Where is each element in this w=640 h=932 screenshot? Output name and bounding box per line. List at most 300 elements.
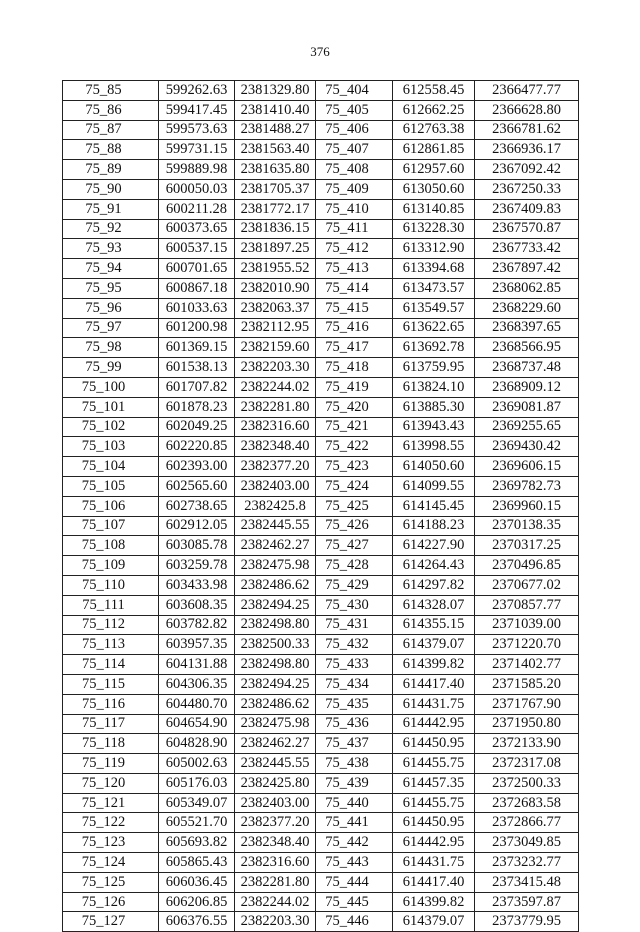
- y-coordinate-cell: 2381705.37: [235, 179, 316, 199]
- x-coordinate-cell: 614450.95: [393, 813, 475, 833]
- point-id-cell: 75_112: [63, 615, 159, 635]
- point-id-cell: 75_420: [316, 397, 393, 417]
- point-id-cell: 75_428: [316, 556, 393, 576]
- point-id-cell: 75_94: [63, 259, 159, 279]
- x-coordinate-cell: 605521.70: [159, 813, 235, 833]
- y-coordinate-cell: 2382486.62: [235, 694, 316, 714]
- table-row: [63, 655, 579, 675]
- x-coordinate-cell: 600537.15: [159, 239, 235, 259]
- table-row: [63, 179, 579, 199]
- y-coordinate-cell: 2382316.60: [235, 417, 316, 437]
- x-coordinate-cell: 599417.45: [159, 100, 235, 120]
- x-coordinate-cell: 600050.03: [159, 179, 235, 199]
- point-id-cell: 75_438: [316, 754, 393, 774]
- table-row: [63, 635, 579, 655]
- y-coordinate-cell: 2368062.85: [475, 278, 579, 298]
- x-coordinate-cell: 603608.35: [159, 595, 235, 615]
- x-coordinate-cell: 613549.57: [393, 298, 475, 318]
- y-coordinate-cell: 2369782.73: [475, 476, 579, 496]
- y-coordinate-cell: 2382500.33: [235, 635, 316, 655]
- x-coordinate-cell: 601538.13: [159, 358, 235, 378]
- x-coordinate-cell: 614328.07: [393, 595, 475, 615]
- x-coordinate-cell: 599262.63: [159, 81, 235, 101]
- y-coordinate-cell: 2382425.80: [235, 773, 316, 793]
- y-coordinate-cell: 2373415.48: [475, 872, 579, 892]
- point-id-cell: 75_425: [316, 496, 393, 516]
- table-row: [63, 457, 579, 477]
- point-id-cell: 75_408: [316, 160, 393, 180]
- y-coordinate-cell: 2372317.08: [475, 754, 579, 774]
- point-id-cell: 75_440: [316, 793, 393, 813]
- table-row: [63, 437, 579, 457]
- table-row: [63, 813, 579, 833]
- point-id-cell: 75_118: [63, 734, 159, 754]
- point-id-cell: 75_121: [63, 793, 159, 813]
- y-coordinate-cell: 2367733.42: [475, 239, 579, 259]
- y-coordinate-cell: 2382348.40: [235, 833, 316, 853]
- table-row: [63, 120, 579, 140]
- point-id-cell: 75_108: [63, 536, 159, 556]
- point-id-cell: 75_86: [63, 100, 159, 120]
- y-coordinate-cell: 2369081.87: [475, 397, 579, 417]
- y-coordinate-cell: 2381772.17: [235, 199, 316, 219]
- point-id-cell: 75_413: [316, 259, 393, 279]
- y-coordinate-cell: 2382403.00: [235, 476, 316, 496]
- point-id-cell: 75_410: [316, 199, 393, 219]
- point-id-cell: 75_414: [316, 278, 393, 298]
- y-coordinate-cell: 2368737.48: [475, 358, 579, 378]
- point-id-cell: 75_417: [316, 338, 393, 358]
- x-coordinate-cell: 612763.38: [393, 120, 475, 140]
- point-id-cell: 75_101: [63, 397, 159, 417]
- table-row: [63, 239, 579, 259]
- point-id-cell: 75_433: [316, 655, 393, 675]
- x-coordinate-cell: 614227.90: [393, 536, 475, 556]
- x-coordinate-cell: 614145.45: [393, 496, 475, 516]
- y-coordinate-cell: 2382203.30: [235, 912, 316, 932]
- y-coordinate-cell: 2371402.77: [475, 655, 579, 675]
- point-id-cell: 75_115: [63, 674, 159, 694]
- x-coordinate-cell: 613824.10: [393, 377, 475, 397]
- x-coordinate-cell: 605176.03: [159, 773, 235, 793]
- point-id-cell: 75_436: [316, 714, 393, 734]
- point-id-cell: 75_443: [316, 853, 393, 873]
- x-coordinate-cell: 613692.78: [393, 338, 475, 358]
- point-id-cell: 75_95: [63, 278, 159, 298]
- y-coordinate-cell: 2372683.58: [475, 793, 579, 813]
- x-coordinate-cell: 604828.90: [159, 734, 235, 754]
- table-row: [63, 754, 579, 774]
- point-id-cell: 75_412: [316, 239, 393, 259]
- x-coordinate-cell: 614450.95: [393, 734, 475, 754]
- point-id-cell: 75_437: [316, 734, 393, 754]
- table-row: [63, 575, 579, 595]
- y-coordinate-cell: 2370857.77: [475, 595, 579, 615]
- point-id-cell: 75_116: [63, 694, 159, 714]
- table-row: [63, 872, 579, 892]
- point-id-cell: 75_97: [63, 318, 159, 338]
- y-coordinate-cell: 2382377.20: [235, 813, 316, 833]
- point-id-cell: 75_100: [63, 377, 159, 397]
- coordinates-table: [62, 80, 579, 932]
- x-coordinate-cell: 601033.63: [159, 298, 235, 318]
- table-row: [63, 160, 579, 180]
- table-row: [63, 417, 579, 437]
- y-coordinate-cell: 2382377.20: [235, 457, 316, 477]
- y-coordinate-cell: 2382486.62: [235, 575, 316, 595]
- table-row: [63, 674, 579, 694]
- x-coordinate-cell: 601707.82: [159, 377, 235, 397]
- table-row: [63, 734, 579, 754]
- x-coordinate-cell: 604654.90: [159, 714, 235, 734]
- point-id-cell: 75_113: [63, 635, 159, 655]
- y-coordinate-cell: 2369255.65: [475, 417, 579, 437]
- x-coordinate-cell: 613050.60: [393, 179, 475, 199]
- y-coordinate-cell: 2369960.15: [475, 496, 579, 516]
- y-coordinate-cell: 2373597.87: [475, 892, 579, 912]
- y-coordinate-cell: 2382475.98: [235, 714, 316, 734]
- point-id-cell: 75_434: [316, 674, 393, 694]
- point-id-cell: 75_409: [316, 179, 393, 199]
- point-id-cell: 75_404: [316, 81, 393, 101]
- x-coordinate-cell: 603259.78: [159, 556, 235, 576]
- y-coordinate-cell: 2381955.52: [235, 259, 316, 279]
- point-id-cell: 75_107: [63, 516, 159, 536]
- x-coordinate-cell: 613473.57: [393, 278, 475, 298]
- y-coordinate-cell: 2369430.42: [475, 437, 579, 457]
- x-coordinate-cell: 603085.78: [159, 536, 235, 556]
- point-id-cell: 75_406: [316, 120, 393, 140]
- point-id-cell: 75_105: [63, 476, 159, 496]
- y-coordinate-cell: 2368909.12: [475, 377, 579, 397]
- point-id-cell: 75_445: [316, 892, 393, 912]
- x-coordinate-cell: 603782.82: [159, 615, 235, 635]
- point-id-cell: 75_439: [316, 773, 393, 793]
- x-coordinate-cell: 604131.88: [159, 655, 235, 675]
- point-id-cell: 75_125: [63, 872, 159, 892]
- point-id-cell: 75_123: [63, 833, 159, 853]
- table-row: [63, 476, 579, 496]
- table-row: [63, 853, 579, 873]
- x-coordinate-cell: 606206.85: [159, 892, 235, 912]
- y-coordinate-cell: 2382316.60: [235, 853, 316, 873]
- x-coordinate-cell: 603957.35: [159, 635, 235, 655]
- table-row: [63, 912, 579, 932]
- point-id-cell: 75_407: [316, 140, 393, 160]
- y-coordinate-cell: 2368566.95: [475, 338, 579, 358]
- table-row: [63, 793, 579, 813]
- y-coordinate-cell: 2382403.00: [235, 793, 316, 813]
- point-id-cell: 75_110: [63, 575, 159, 595]
- x-coordinate-cell: 613228.30: [393, 219, 475, 239]
- point-id-cell: 75_103: [63, 437, 159, 457]
- x-coordinate-cell: 600211.28: [159, 199, 235, 219]
- y-coordinate-cell: 2366477.77: [475, 81, 579, 101]
- table-row: [63, 199, 579, 219]
- point-id-cell: 75_89: [63, 160, 159, 180]
- x-coordinate-cell: 601200.98: [159, 318, 235, 338]
- y-coordinate-cell: 2366781.62: [475, 120, 579, 140]
- x-coordinate-cell: 612957.60: [393, 160, 475, 180]
- x-coordinate-cell: 606376.55: [159, 912, 235, 932]
- y-coordinate-cell: 2370317.25: [475, 536, 579, 556]
- point-id-cell: 75_126: [63, 892, 159, 912]
- x-coordinate-cell: 614399.82: [393, 892, 475, 912]
- table-row: [63, 595, 579, 615]
- x-coordinate-cell: 604480.70: [159, 694, 235, 714]
- y-coordinate-cell: 2382462.27: [235, 536, 316, 556]
- x-coordinate-cell: 613394.68: [393, 259, 475, 279]
- x-coordinate-cell: 605865.43: [159, 853, 235, 873]
- x-coordinate-cell: 605002.63: [159, 754, 235, 774]
- y-coordinate-cell: 2367570.87: [475, 219, 579, 239]
- x-coordinate-cell: 614455.75: [393, 754, 475, 774]
- point-id-cell: 75_85: [63, 81, 159, 101]
- x-coordinate-cell: 614417.40: [393, 872, 475, 892]
- point-id-cell: 75_106: [63, 496, 159, 516]
- table-row: [63, 298, 579, 318]
- y-coordinate-cell: 2381488.27: [235, 120, 316, 140]
- x-coordinate-cell: 614379.07: [393, 912, 475, 932]
- y-coordinate-cell: 2382475.98: [235, 556, 316, 576]
- x-coordinate-cell: 605349.07: [159, 793, 235, 813]
- x-coordinate-cell: 613622.65: [393, 318, 475, 338]
- x-coordinate-cell: 613885.30: [393, 397, 475, 417]
- y-coordinate-cell: 2372866.77: [475, 813, 579, 833]
- y-coordinate-cell: 2382494.25: [235, 595, 316, 615]
- table-row: [63, 833, 579, 853]
- y-coordinate-cell: 2369606.15: [475, 457, 579, 477]
- x-coordinate-cell: 614399.82: [393, 655, 475, 675]
- point-id-cell: 75_419: [316, 377, 393, 397]
- x-coordinate-cell: 603433.98: [159, 575, 235, 595]
- point-id-cell: 75_441: [316, 813, 393, 833]
- x-coordinate-cell: 614431.75: [393, 694, 475, 714]
- y-coordinate-cell: 2382063.37: [235, 298, 316, 318]
- x-coordinate-cell: 613998.55: [393, 437, 475, 457]
- point-id-cell: 75_446: [316, 912, 393, 932]
- y-coordinate-cell: 2368397.65: [475, 318, 579, 338]
- point-id-cell: 75_421: [316, 417, 393, 437]
- y-coordinate-cell: 2382445.55: [235, 516, 316, 536]
- y-coordinate-cell: 2367250.33: [475, 179, 579, 199]
- x-coordinate-cell: 614431.75: [393, 853, 475, 873]
- x-coordinate-cell: 613943.43: [393, 417, 475, 437]
- y-coordinate-cell: 2366936.17: [475, 140, 579, 160]
- y-coordinate-cell: 2366628.80: [475, 100, 579, 120]
- y-coordinate-cell: 2373049.85: [475, 833, 579, 853]
- table-row: [63, 694, 579, 714]
- y-coordinate-cell: 2382281.80: [235, 872, 316, 892]
- point-id-cell: 75_93: [63, 239, 159, 259]
- y-coordinate-cell: 2382281.80: [235, 397, 316, 417]
- table-row: [63, 397, 579, 417]
- x-coordinate-cell: 612662.25: [393, 100, 475, 120]
- y-coordinate-cell: 2367897.42: [475, 259, 579, 279]
- point-id-cell: 75_442: [316, 833, 393, 853]
- x-coordinate-cell: 602912.05: [159, 516, 235, 536]
- point-id-cell: 75_411: [316, 219, 393, 239]
- point-id-cell: 75_92: [63, 219, 159, 239]
- x-coordinate-cell: 602738.65: [159, 496, 235, 516]
- point-id-cell: 75_435: [316, 694, 393, 714]
- point-id-cell: 75_109: [63, 556, 159, 576]
- y-coordinate-cell: 2368229.60: [475, 298, 579, 318]
- point-id-cell: 75_104: [63, 457, 159, 477]
- x-coordinate-cell: 614442.95: [393, 833, 475, 853]
- x-coordinate-cell: 614297.82: [393, 575, 475, 595]
- point-id-cell: 75_88: [63, 140, 159, 160]
- x-coordinate-cell: 613312.90: [393, 239, 475, 259]
- x-coordinate-cell: 602049.25: [159, 417, 235, 437]
- x-coordinate-cell: 614455.75: [393, 793, 475, 813]
- point-id-cell: 75_415: [316, 298, 393, 318]
- x-coordinate-cell: 614099.55: [393, 476, 475, 496]
- point-id-cell: 75_96: [63, 298, 159, 318]
- y-coordinate-cell: 2382462.27: [235, 734, 316, 754]
- point-id-cell: 75_429: [316, 575, 393, 595]
- page-number: 376: [310, 44, 330, 59]
- point-id-cell: 75_102: [63, 417, 159, 437]
- x-coordinate-cell: 602565.60: [159, 476, 235, 496]
- point-id-cell: 75_423: [316, 457, 393, 477]
- table-row: [63, 892, 579, 912]
- table-row: [63, 516, 579, 536]
- y-coordinate-cell: 2382244.02: [235, 377, 316, 397]
- point-id-cell: 75_99: [63, 358, 159, 378]
- point-id-cell: 75_87: [63, 120, 159, 140]
- x-coordinate-cell: 599731.15: [159, 140, 235, 160]
- y-coordinate-cell: 2371039.00: [475, 615, 579, 635]
- point-id-cell: 75_444: [316, 872, 393, 892]
- point-id-cell: 75_119: [63, 754, 159, 774]
- y-coordinate-cell: 2381329.80: [235, 81, 316, 101]
- x-coordinate-cell: 614379.07: [393, 635, 475, 655]
- table-row: [63, 338, 579, 358]
- point-id-cell: 75_432: [316, 635, 393, 655]
- y-coordinate-cell: 2370677.02: [475, 575, 579, 595]
- x-coordinate-cell: 599573.63: [159, 120, 235, 140]
- coordinates-table-body: [63, 81, 579, 932]
- x-coordinate-cell: 614188.23: [393, 516, 475, 536]
- point-id-cell: 75_120: [63, 773, 159, 793]
- point-id-cell: 75_114: [63, 655, 159, 675]
- y-coordinate-cell: 2371585.20: [475, 674, 579, 694]
- x-coordinate-cell: 614050.60: [393, 457, 475, 477]
- point-id-cell: 75_98: [63, 338, 159, 358]
- x-coordinate-cell: 612861.85: [393, 140, 475, 160]
- x-coordinate-cell: 601878.23: [159, 397, 235, 417]
- y-coordinate-cell: 2382244.02: [235, 892, 316, 912]
- y-coordinate-cell: 2381563.40: [235, 140, 316, 160]
- y-coordinate-cell: 2382112.95: [235, 318, 316, 338]
- point-id-cell: 75_431: [316, 615, 393, 635]
- y-coordinate-cell: 2382159.60: [235, 338, 316, 358]
- y-coordinate-cell: 2382348.40: [235, 437, 316, 457]
- x-coordinate-cell: 600701.65: [159, 259, 235, 279]
- point-id-cell: 75_416: [316, 318, 393, 338]
- y-coordinate-cell: 2381897.25: [235, 239, 316, 259]
- y-coordinate-cell: 2373232.77: [475, 853, 579, 873]
- y-coordinate-cell: 2382445.55: [235, 754, 316, 774]
- table-row: [63, 140, 579, 160]
- point-id-cell: 75_426: [316, 516, 393, 536]
- point-id-cell: 75_430: [316, 595, 393, 615]
- y-coordinate-cell: 2372133.90: [475, 734, 579, 754]
- x-coordinate-cell: 614457.35: [393, 773, 475, 793]
- point-id-cell: 75_122: [63, 813, 159, 833]
- y-coordinate-cell: 2372500.33: [475, 773, 579, 793]
- point-id-cell: 75_405: [316, 100, 393, 120]
- table-row: [63, 536, 579, 556]
- y-coordinate-cell: 2382010.90: [235, 278, 316, 298]
- x-coordinate-cell: 600373.65: [159, 219, 235, 239]
- x-coordinate-cell: 614417.40: [393, 674, 475, 694]
- y-coordinate-cell: 2382498.80: [235, 655, 316, 675]
- point-id-cell: 75_422: [316, 437, 393, 457]
- point-id-cell: 75_124: [63, 853, 159, 873]
- y-coordinate-cell: 2371950.80: [475, 714, 579, 734]
- x-coordinate-cell: 604306.35: [159, 674, 235, 694]
- table-row: [63, 219, 579, 239]
- table-row: [63, 377, 579, 397]
- x-coordinate-cell: 599889.98: [159, 160, 235, 180]
- y-coordinate-cell: 2382425.8: [235, 496, 316, 516]
- table-row: [63, 100, 579, 120]
- table-row: [63, 773, 579, 793]
- point-id-cell: 75_90: [63, 179, 159, 199]
- y-coordinate-cell: 2381635.80: [235, 160, 316, 180]
- point-id-cell: 75_117: [63, 714, 159, 734]
- table-row: [63, 259, 579, 279]
- x-coordinate-cell: 614355.15: [393, 615, 475, 635]
- x-coordinate-cell: 612558.45: [393, 81, 475, 101]
- point-id-cell: 75_91: [63, 199, 159, 219]
- y-coordinate-cell: 2370138.35: [475, 516, 579, 536]
- table-row: [63, 278, 579, 298]
- x-coordinate-cell: 602393.00: [159, 457, 235, 477]
- x-coordinate-cell: 606036.45: [159, 872, 235, 892]
- x-coordinate-cell: 600867.18: [159, 278, 235, 298]
- y-coordinate-cell: 2382494.25: [235, 674, 316, 694]
- y-coordinate-cell: 2367409.83: [475, 199, 579, 219]
- x-coordinate-cell: 601369.15: [159, 338, 235, 358]
- point-id-cell: 75_418: [316, 358, 393, 378]
- x-coordinate-cell: 613140.85: [393, 199, 475, 219]
- y-coordinate-cell: 2381836.15: [235, 219, 316, 239]
- point-id-cell: 75_427: [316, 536, 393, 556]
- x-coordinate-cell: 614264.43: [393, 556, 475, 576]
- y-coordinate-cell: 2371220.70: [475, 635, 579, 655]
- y-coordinate-cell: 2373779.95: [475, 912, 579, 932]
- x-coordinate-cell: 613759.95: [393, 358, 475, 378]
- y-coordinate-cell: 2382203.30: [235, 358, 316, 378]
- table-row: [63, 496, 579, 516]
- table-row: [63, 714, 579, 734]
- y-coordinate-cell: 2370496.85: [475, 556, 579, 576]
- table-row: [63, 318, 579, 338]
- x-coordinate-cell: 602220.85: [159, 437, 235, 457]
- table-row: [63, 615, 579, 635]
- table-row: [63, 358, 579, 378]
- y-coordinate-cell: 2367092.42: [475, 160, 579, 180]
- point-id-cell: 75_424: [316, 476, 393, 496]
- point-id-cell: 75_127: [63, 912, 159, 932]
- table-row: [63, 556, 579, 576]
- x-coordinate-cell: 605693.82: [159, 833, 235, 853]
- y-coordinate-cell: 2382498.80: [235, 615, 316, 635]
- x-coordinate-cell: 614442.95: [393, 714, 475, 734]
